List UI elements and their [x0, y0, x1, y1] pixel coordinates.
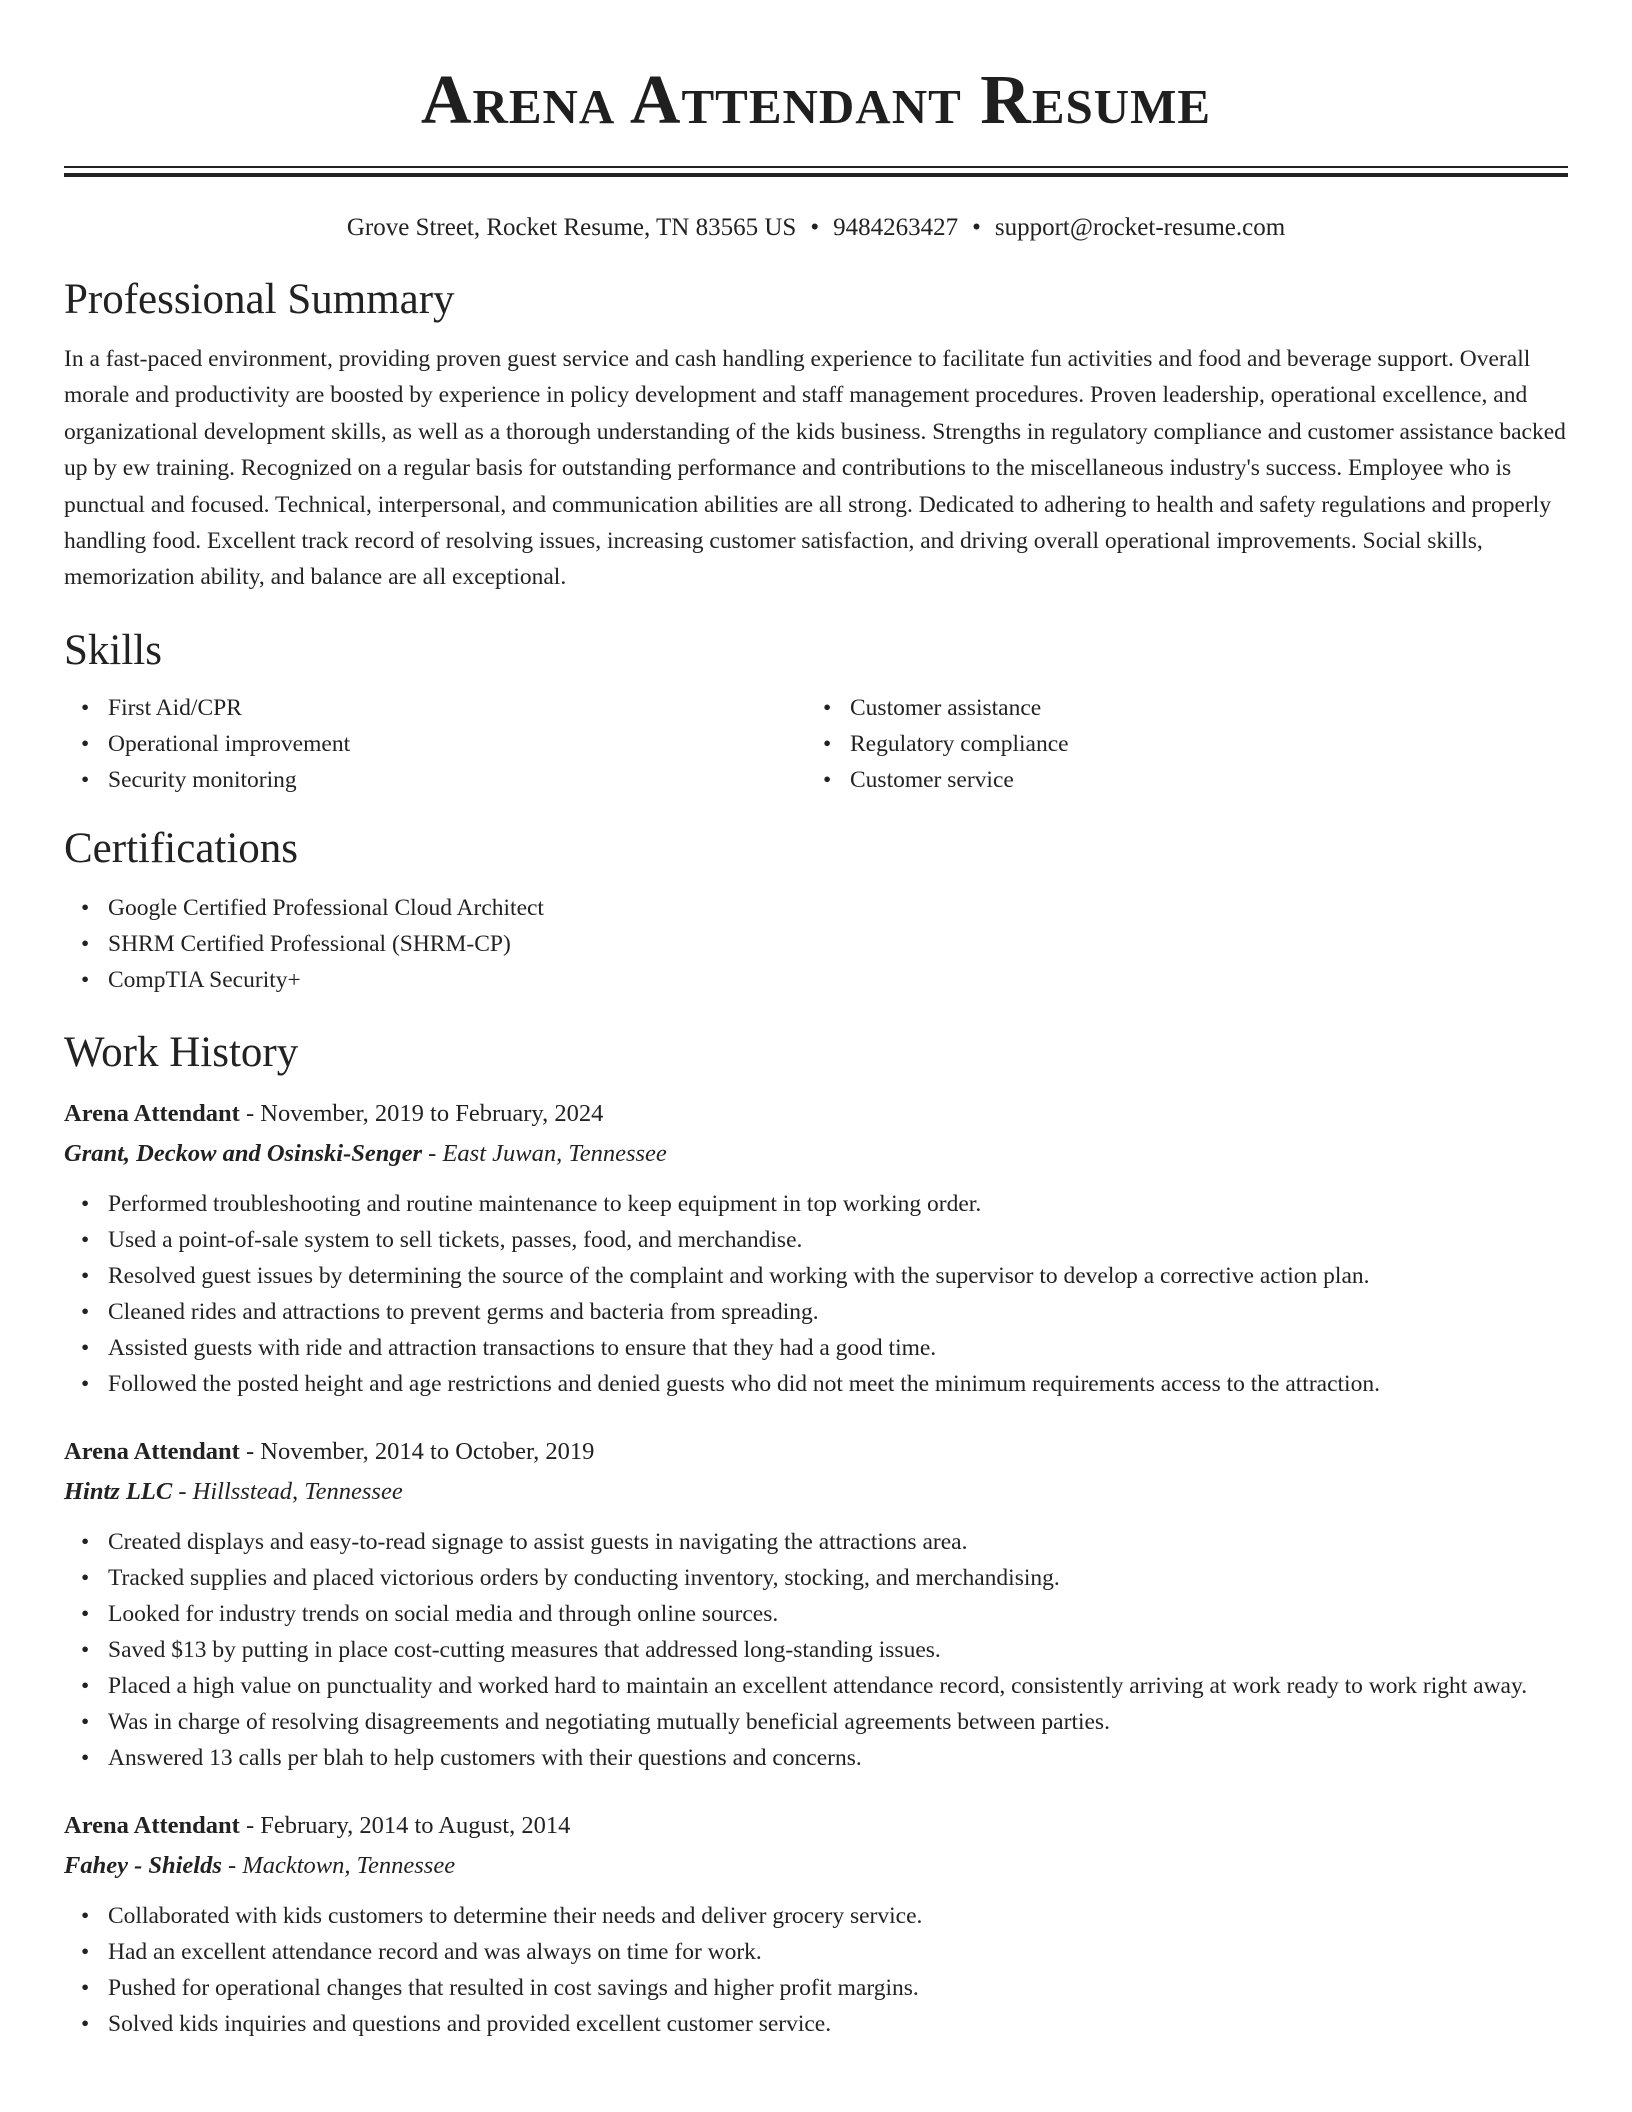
skills-heading: Skills	[64, 626, 162, 674]
job-duty	[81, 1186, 1568, 1222]
job-duty-text: Solved kids inquiries and questions and provided excellent customer service.	[108, 2010, 832, 2037]
job-duty	[81, 1740, 1568, 1776]
resume-title: Arena Attendant Resume	[420, 62, 1212, 139]
job-duty-text: Placed a high value on punctuality and worked hard to maintain an excellent attendance record, consistently arriving at work ready to work right away.	[108, 1672, 1528, 1699]
skills-grid	[64, 690, 1568, 798]
bullet-icon: •	[81, 1672, 90, 1699]
job-role: Arena Attendant	[64, 1099, 240, 1127]
skill-text: Regulatory compliance	[850, 730, 1069, 757]
job-entry	[64, 1094, 1568, 1402]
job-duty	[81, 2006, 1568, 2042]
job-duty	[81, 1596, 1568, 1632]
skill-text: Customer assistance	[850, 694, 1042, 721]
job-dash: -	[239, 1099, 261, 1127]
job-company: Hintz LLC	[64, 1477, 173, 1505]
resume-page	[64, 0, 1568, 2042]
job-entry	[64, 1806, 1568, 2042]
job-company: Grant, Deckow and Osinski-Senger	[64, 1139, 423, 1167]
job-role: Arena Attendant	[64, 1811, 240, 1839]
job-entry	[64, 1432, 1568, 1776]
skill-item	[81, 762, 806, 798]
job-duty	[81, 1632, 1568, 1668]
bullet-icon: •	[81, 1334, 90, 1361]
bullet-icon: •	[81, 730, 90, 757]
skills-column-right	[806, 690, 1548, 798]
bullet-icon: •	[81, 930, 90, 957]
bullet-icon: •	[81, 1636, 90, 1663]
job-dates: November, 2019 to February, 2024	[260, 1099, 604, 1127]
bullet-icon: •	[81, 1370, 90, 1397]
job-dates: February, 2014 to August, 2014	[260, 1811, 571, 1839]
bullet-icon: •	[823, 730, 832, 757]
job-duty-text: Followed the posted height and age restrictions and denied guests who did not meet the minimum requirements access to the attraction.	[108, 1370, 1380, 1397]
skill-item	[81, 726, 806, 762]
bullet-icon: •	[81, 1902, 90, 1929]
skill-item	[823, 690, 1548, 726]
job-duty-text: Looked for industry trends on social media and through online sources.	[108, 1600, 779, 1627]
job-company-line	[64, 1846, 1568, 1886]
contact-line	[64, 211, 1568, 245]
skills-list-left	[64, 690, 806, 798]
certifications-heading: Certifications	[64, 824, 299, 872]
skills-list-right	[806, 690, 1548, 798]
bullet-icon: •	[81, 1938, 90, 1965]
job-duty-text: Performed troubleshooting and routine maintenance to keep equipment in top working order.	[108, 1190, 982, 1217]
work-history-heading: Work History	[64, 1028, 299, 1076]
certification-text: CompTIA Security+	[108, 966, 301, 993]
job-duty-text: Saved $13 by putting in place cost-cutting measures that addressed long-standing issues.	[108, 1636, 941, 1663]
skill-text: Operational improvement	[108, 730, 351, 757]
job-duty	[81, 1704, 1568, 1740]
job-duty	[81, 1898, 1568, 1934]
bullet-icon: •	[81, 1528, 90, 1555]
job-duty-text: Assisted guests with ride and attraction transactions to ensure that they had a good time.	[108, 1334, 937, 1361]
skill-item	[823, 762, 1548, 798]
certifications-list	[64, 890, 1568, 998]
contact-phone: 9484263427	[833, 214, 959, 241]
job-role: Arena Attendant	[64, 1437, 240, 1465]
bullet-icon: •	[81, 2010, 90, 2037]
job-duty-text: Collaborated with kids customers to determine their needs and deliver grocery service.	[108, 1902, 923, 1929]
skill-text: Security monitoring	[108, 766, 297, 793]
bullet-icon: •	[81, 894, 90, 921]
bullet-icon: •	[81, 1600, 90, 1627]
certification-text: SHRM Certified Professional (SHRM-CP)	[108, 930, 511, 957]
certification-item	[81, 890, 1568, 926]
job-duty-text: Resolved guest issues by determining the source of the complaint and working with the supervisor to develop a corrective action plan.	[108, 1262, 1370, 1289]
bullet-icon: •	[81, 1744, 90, 1771]
job-duty-text: Used a point-of-sale system to sell tickets, passes, food, and merchandise.	[108, 1226, 803, 1253]
job-duties-list	[64, 1186, 1568, 1402]
job-duty	[81, 1668, 1568, 1704]
bullet-icon: •	[823, 694, 832, 721]
job-duty-text: Had an excellent attendance record and was always on time for work.	[108, 1938, 762, 1965]
job-duties-list	[64, 1898, 1568, 2042]
job-dash: -	[221, 1851, 243, 1879]
job-duty	[81, 1934, 1568, 1970]
contact-separator: •	[972, 214, 981, 241]
job-location: Macktown, Tennessee	[242, 1851, 456, 1879]
job-dash: -	[422, 1139, 443, 1167]
skills-column-left	[64, 690, 806, 798]
job-duty	[81, 1222, 1568, 1258]
bullet-icon: •	[81, 694, 90, 721]
bullet-icon: •	[81, 1226, 90, 1253]
title-divider	[64, 166, 1568, 177]
skill-text: First Aid/CPR	[108, 694, 242, 721]
certification-item	[81, 962, 1568, 998]
job-dates: November, 2014 to October, 2019	[260, 1437, 595, 1465]
job-company-line	[64, 1472, 1568, 1512]
bullet-icon: •	[81, 1262, 90, 1289]
job-duty-text: Cleaned rides and attractions to prevent germs and bacteria from spreading.	[108, 1298, 819, 1325]
contact-email: support@rocket-resume.com	[994, 214, 1286, 241]
job-company-line	[64, 1134, 1568, 1174]
skill-text: Customer service	[850, 766, 1014, 793]
bullet-icon: •	[81, 1564, 90, 1591]
job-location: East Juwan, Tennessee	[442, 1139, 667, 1167]
job-duty	[81, 1970, 1568, 2006]
bullet-icon: •	[81, 1974, 90, 2001]
job-duty-text: Tracked supplies and placed victorious orders by conducting inventory, stocking, and merchandising.	[108, 1564, 1060, 1591]
bullet-icon: •	[823, 766, 832, 793]
job-title-line	[64, 1432, 1568, 1472]
job-duty	[81, 1524, 1568, 1560]
bullet-icon: •	[81, 766, 90, 793]
job-dash: -	[239, 1811, 261, 1839]
bullet-icon: •	[81, 1708, 90, 1735]
job-duty-text: Created displays and easy-to-read signage to assist guests in navigating the attractions area.	[108, 1528, 968, 1555]
skill-item	[81, 690, 806, 726]
job-duty	[81, 1366, 1568, 1402]
job-company: Fahey - Shields	[64, 1851, 222, 1879]
job-duty-text: Pushed for operational changes that resulted in cost savings and higher profit margins.	[108, 1974, 919, 2001]
job-dash: -	[172, 1477, 193, 1505]
bullet-icon: •	[81, 966, 90, 993]
job-location: Hillsstead, Tennessee	[192, 1477, 403, 1505]
job-duty	[81, 1330, 1568, 1366]
job-duty	[81, 1258, 1568, 1294]
job-duty-text: Was in charge of resolving disagreements and negotiating mutually beneficial agreements between parties.	[108, 1708, 1110, 1735]
job-dash: -	[239, 1437, 261, 1465]
certification-item	[81, 926, 1568, 962]
summary-heading: Professional Summary	[64, 276, 455, 323]
job-duty-text: Answered 13 calls per blah to help customers with their questions and concerns.	[108, 1744, 862, 1771]
bullet-icon: •	[81, 1190, 90, 1217]
certification-text: Google Certified Professional Cloud Architect	[108, 894, 544, 921]
summary-text: In a fast-paced environment, providing proven guest service and cash handling experience to facilitate fun activities and food and beverage support. Overall morale and productivity are boosted by experience in policy development and staff management procedures. Proven leadership, operational excellence, and organizational development skills, as well as a thorough understanding of the kids business. Strengths in regulatory compliance and customer assistance backed up by ew training. Recognized on a regular basis for outstanding performance and contributions to the miscellaneous industry's success. Employee who is punctual and focused. Technical, interpersonal, and communication abilities are all strong. Dedicated to adhering to health and safety regulations and properly handling food. Excellent track record of resolving issues, increasing customer satisfaction, and driving overall operational improvements. Social skills, memorization ability, and balance are all exceptional.	[64, 346, 1566, 591]
bullet-icon: •	[81, 1298, 90, 1325]
contact-address: Grove Street, Rocket Resume, TN 83565 US	[346, 214, 797, 241]
skill-item	[823, 726, 1548, 762]
job-title-line	[64, 1806, 1568, 1846]
job-duty	[81, 1560, 1568, 1596]
job-duty	[81, 1294, 1568, 1330]
job-duties-list	[64, 1524, 1568, 1776]
contact-separator: •	[810, 214, 820, 241]
job-title-line	[64, 1094, 1568, 1134]
